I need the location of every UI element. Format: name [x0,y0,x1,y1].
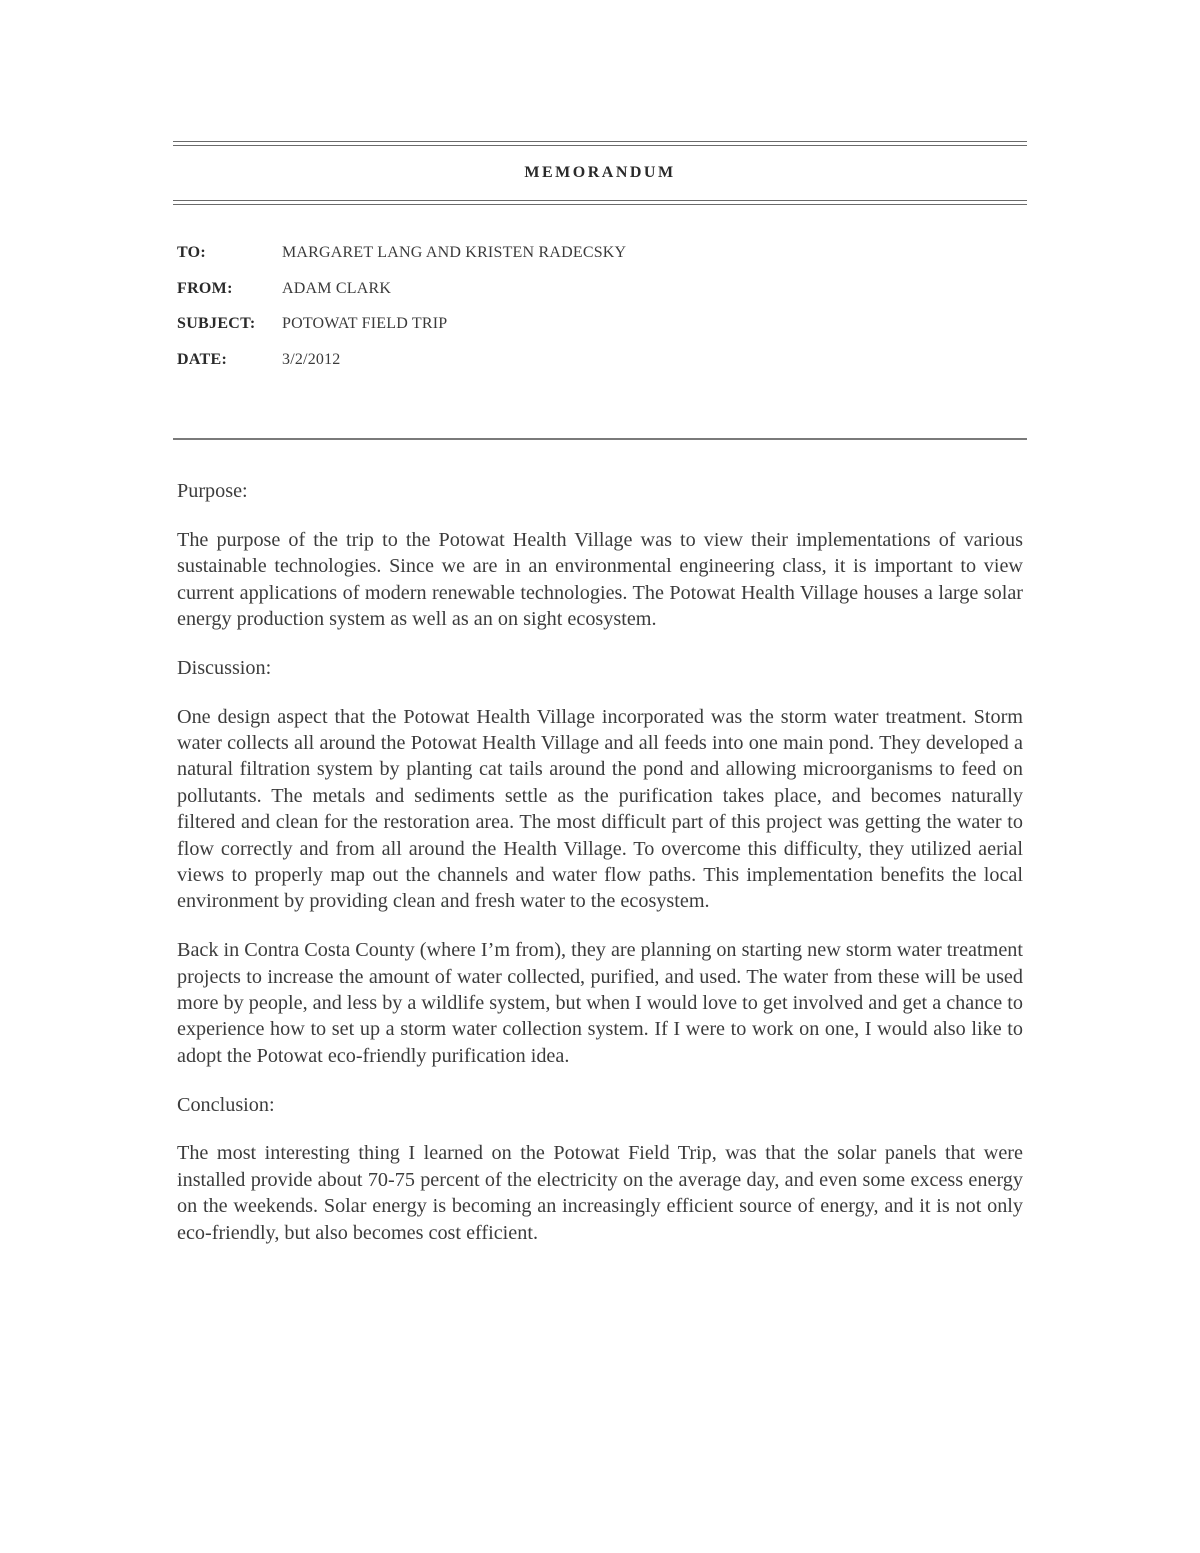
subject-label: SUBJECT: [177,315,256,332]
memo-title: MEMORANDUM [524,164,676,181]
to-label: TO: [177,244,207,261]
memo-body [177,478,1023,1268]
title-bottom-double-rule [173,200,1027,205]
from-label: FROM: [177,280,233,297]
purpose-paragraph: The purpose of the trip to the Potowat Health Village was to view their implementations of various sustainable technologies. Since we are in an environmental engineering class, it is important to view current applications of modern renewable technologies. The Potowat Health Village houses a large solar energy production system as well as an on sight ecosystem. [177,528,1023,631]
discussion-paragraph-1: One design aspect that the Potowat Health Village incorporated was the storm water treatment. Storm water collects all around the Potowat Health Village and all feeds into one main pond. They developed a natural filtration system by planting cat tails around the pond and allowing microorganisms to feed on pollutants. The metals and sediments settle as the purification takes place, and becomes naturally filtered and clean for the restoration area. The most difficult part of this project was getting the water to flow correctly and from all around the Health Village. To overcome this difficulty, they utilized aerial views to properly map out the channels and water flow paths. This implementation benefits the local environment by providing clean and fresh water to the ecosystem. [177,705,1023,913]
date-value: 3/2/2012 [282,351,341,368]
purpose-heading: Purpose: [177,480,248,502]
conclusion-paragraph: The most interesting thing I learned on the Potowat Field Trip, was that the solar panels that were installed provide about 70-75 percent of the electricity on the average day, and even some excess energy on the weekends. Solar energy is becoming an increasingly efficient source of energy, and it is not only eco-friendly, but also becomes cost efficient. [177,1142,1023,1244]
conclusion-heading: Conclusion: [177,1093,275,1116]
top-double-rule [173,141,1027,146]
header-separator-rule [173,438,1027,440]
to-value: MARGARET LANG AND KRISTEN RADECSKY [282,244,627,261]
discussion-paragraph-2: Back in Contra Costa County (where I’m from), they are planning on starting new storm water treatment projects to increase the amount of water collected, purified, and used. The water from these will be used more by people, and less by a wildlife system, but when I would love to get involved and get a chance to experience how to set up a storm water collection system. If I were to work on one, I would also like to adopt the Potowat eco-friendly purification idea. [177,939,1023,1067]
discussion-heading: Discussion: [177,656,272,679]
date-label: DATE: [177,351,228,368]
from-value: ADAM CLARK [282,280,392,297]
subject-value: POTOWAT FIELD TRIP [282,315,448,332]
